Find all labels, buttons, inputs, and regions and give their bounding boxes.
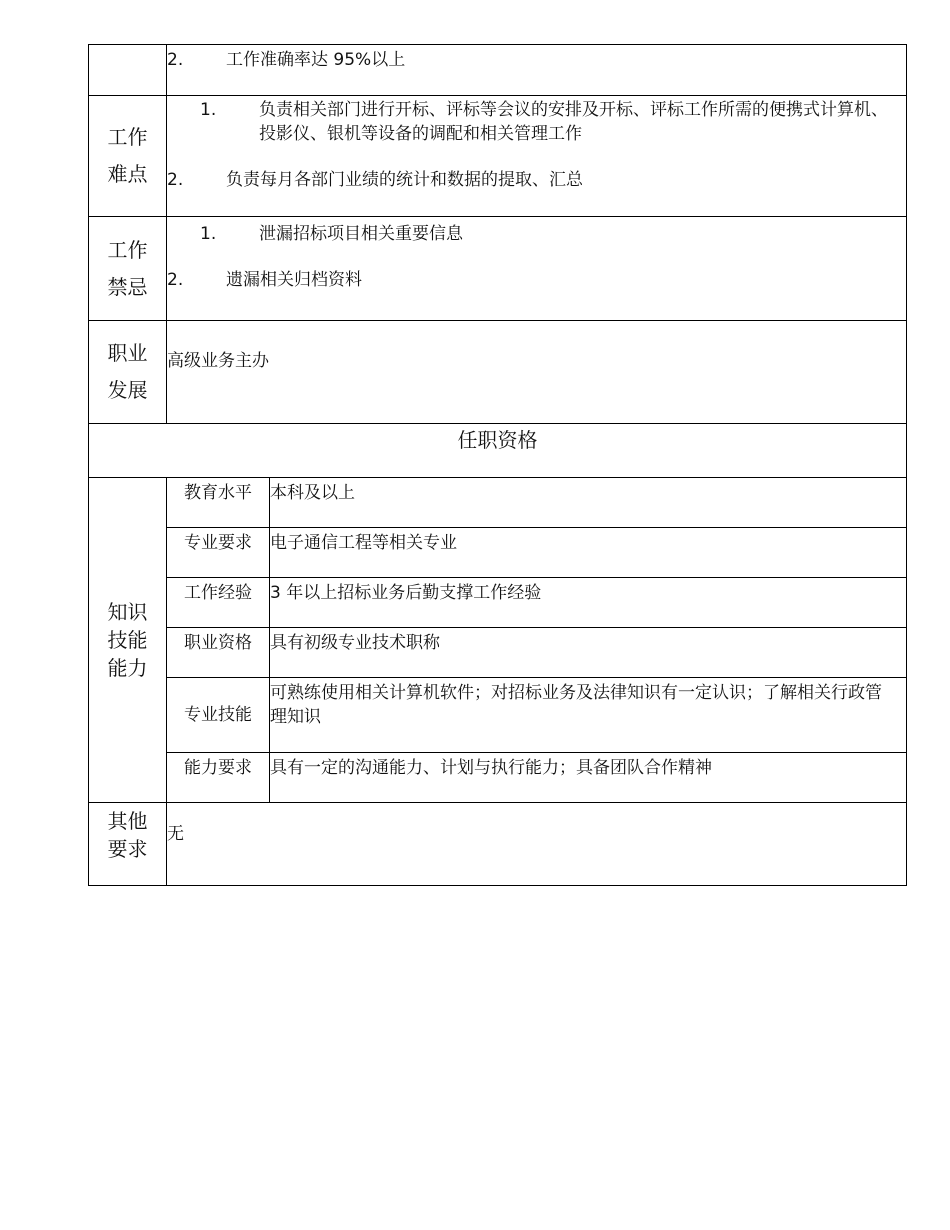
difficulty-item <box>167 168 906 214</box>
other-value: 无 <box>167 824 184 844</box>
qualification-row <box>89 753 907 803</box>
taboos-row <box>89 217 907 321</box>
job-description-table <box>88 44 907 886</box>
qualification-row <box>89 578 907 628</box>
difficulty-item-number: 1. <box>200 100 217 120</box>
difficulties-cell <box>167 96 907 217</box>
taboo-item-text: 泄漏招标项目相关重要信息 <box>259 224 463 244</box>
group-label-line3: 能力 <box>107 656 148 680</box>
taboo-item-text: 遗漏相关归档资料 <box>226 270 362 290</box>
career-label-line2: 发展 <box>107 378 148 402</box>
goal-continued-row <box>89 45 907 96</box>
taboo-item <box>167 268 906 292</box>
other-label-line1: 其他 <box>107 809 148 833</box>
qualification-label: 工作经验 <box>167 578 270 628</box>
qualification-value: 3 年以上招标业务后勤支撑工作经验 <box>270 578 907 628</box>
difficulty-item-text: 负责每月各部门业绩的统计和数据的提取、汇总 <box>226 170 583 190</box>
qualification-row <box>89 528 907 578</box>
goal-continued-cell <box>167 45 907 96</box>
qualification-value: 可熟练使用相关计算机软件；对招标业务及法律知识有一定认识；了解相关行政管理知识 <box>270 678 907 753</box>
qualification-label: 教育水平 <box>167 478 270 528</box>
qualification-row <box>89 628 907 678</box>
taboos-label-line1: 工作 <box>107 237 148 262</box>
goal-item-number: 2. <box>167 50 184 70</box>
career-row <box>89 321 907 424</box>
qualification-label: 能力要求 <box>167 753 270 803</box>
qualification-value: 具有初级专业技术职称 <box>270 628 907 678</box>
qualification-label: 专业要求 <box>167 528 270 578</box>
career-label <box>89 321 167 424</box>
group-label-line1: 知识 <box>107 600 148 624</box>
taboo-item <box>200 222 906 246</box>
career-value: 高级业务主办 <box>167 351 269 371</box>
other-cell <box>167 803 907 886</box>
taboos-label-line2: 禁忌 <box>107 274 148 299</box>
qualification-label: 职业资格 <box>167 628 270 678</box>
difficulties-row <box>89 96 907 217</box>
career-cell <box>167 321 907 424</box>
goal-continued-label-cell <box>89 45 167 96</box>
qualification-value: 具有一定的沟通能力、计划与执行能力；具备团队合作精神 <box>270 753 907 803</box>
difficulty-item-number: 2. <box>167 170 184 190</box>
job-description-page <box>88 44 906 886</box>
qualification-label: 专业技能 <box>167 678 270 753</box>
difficulties-label-line1: 工作 <box>107 125 148 149</box>
qualification-row <box>89 678 907 753</box>
qualifications-group-label <box>89 478 167 803</box>
qualifications-heading-row <box>89 424 907 478</box>
qualification-value: 本科及以上 <box>270 478 907 528</box>
other-row <box>89 803 907 886</box>
career-label-line1: 职业 <box>107 341 148 365</box>
difficulty-item-text: 负责相关部门进行开标、评标等会议的安排及开标、评标工作所需的便携式计算机、投影仪、银机等设备的调配和相关管理工作 <box>259 100 888 144</box>
difficulties-label-line2: 难点 <box>107 162 148 186</box>
taboos-cell <box>167 217 907 321</box>
goal-item-text: 工作准确率达 95%以上 <box>226 50 406 70</box>
other-label <box>89 803 167 886</box>
qualification-row <box>89 478 907 528</box>
qualifications-heading: 任职资格 <box>89 424 907 478</box>
difficulties-label <box>89 96 167 217</box>
taboo-item-number: 1. <box>200 224 217 244</box>
other-label-line2: 要求 <box>107 837 148 861</box>
qualification-value: 电子通信工程等相关专业 <box>270 528 907 578</box>
goal-item <box>167 48 906 72</box>
group-label-line2: 技能 <box>107 628 148 652</box>
taboos-label <box>89 217 167 321</box>
difficulty-item <box>200 98 906 146</box>
taboo-item-number: 2. <box>167 270 184 290</box>
